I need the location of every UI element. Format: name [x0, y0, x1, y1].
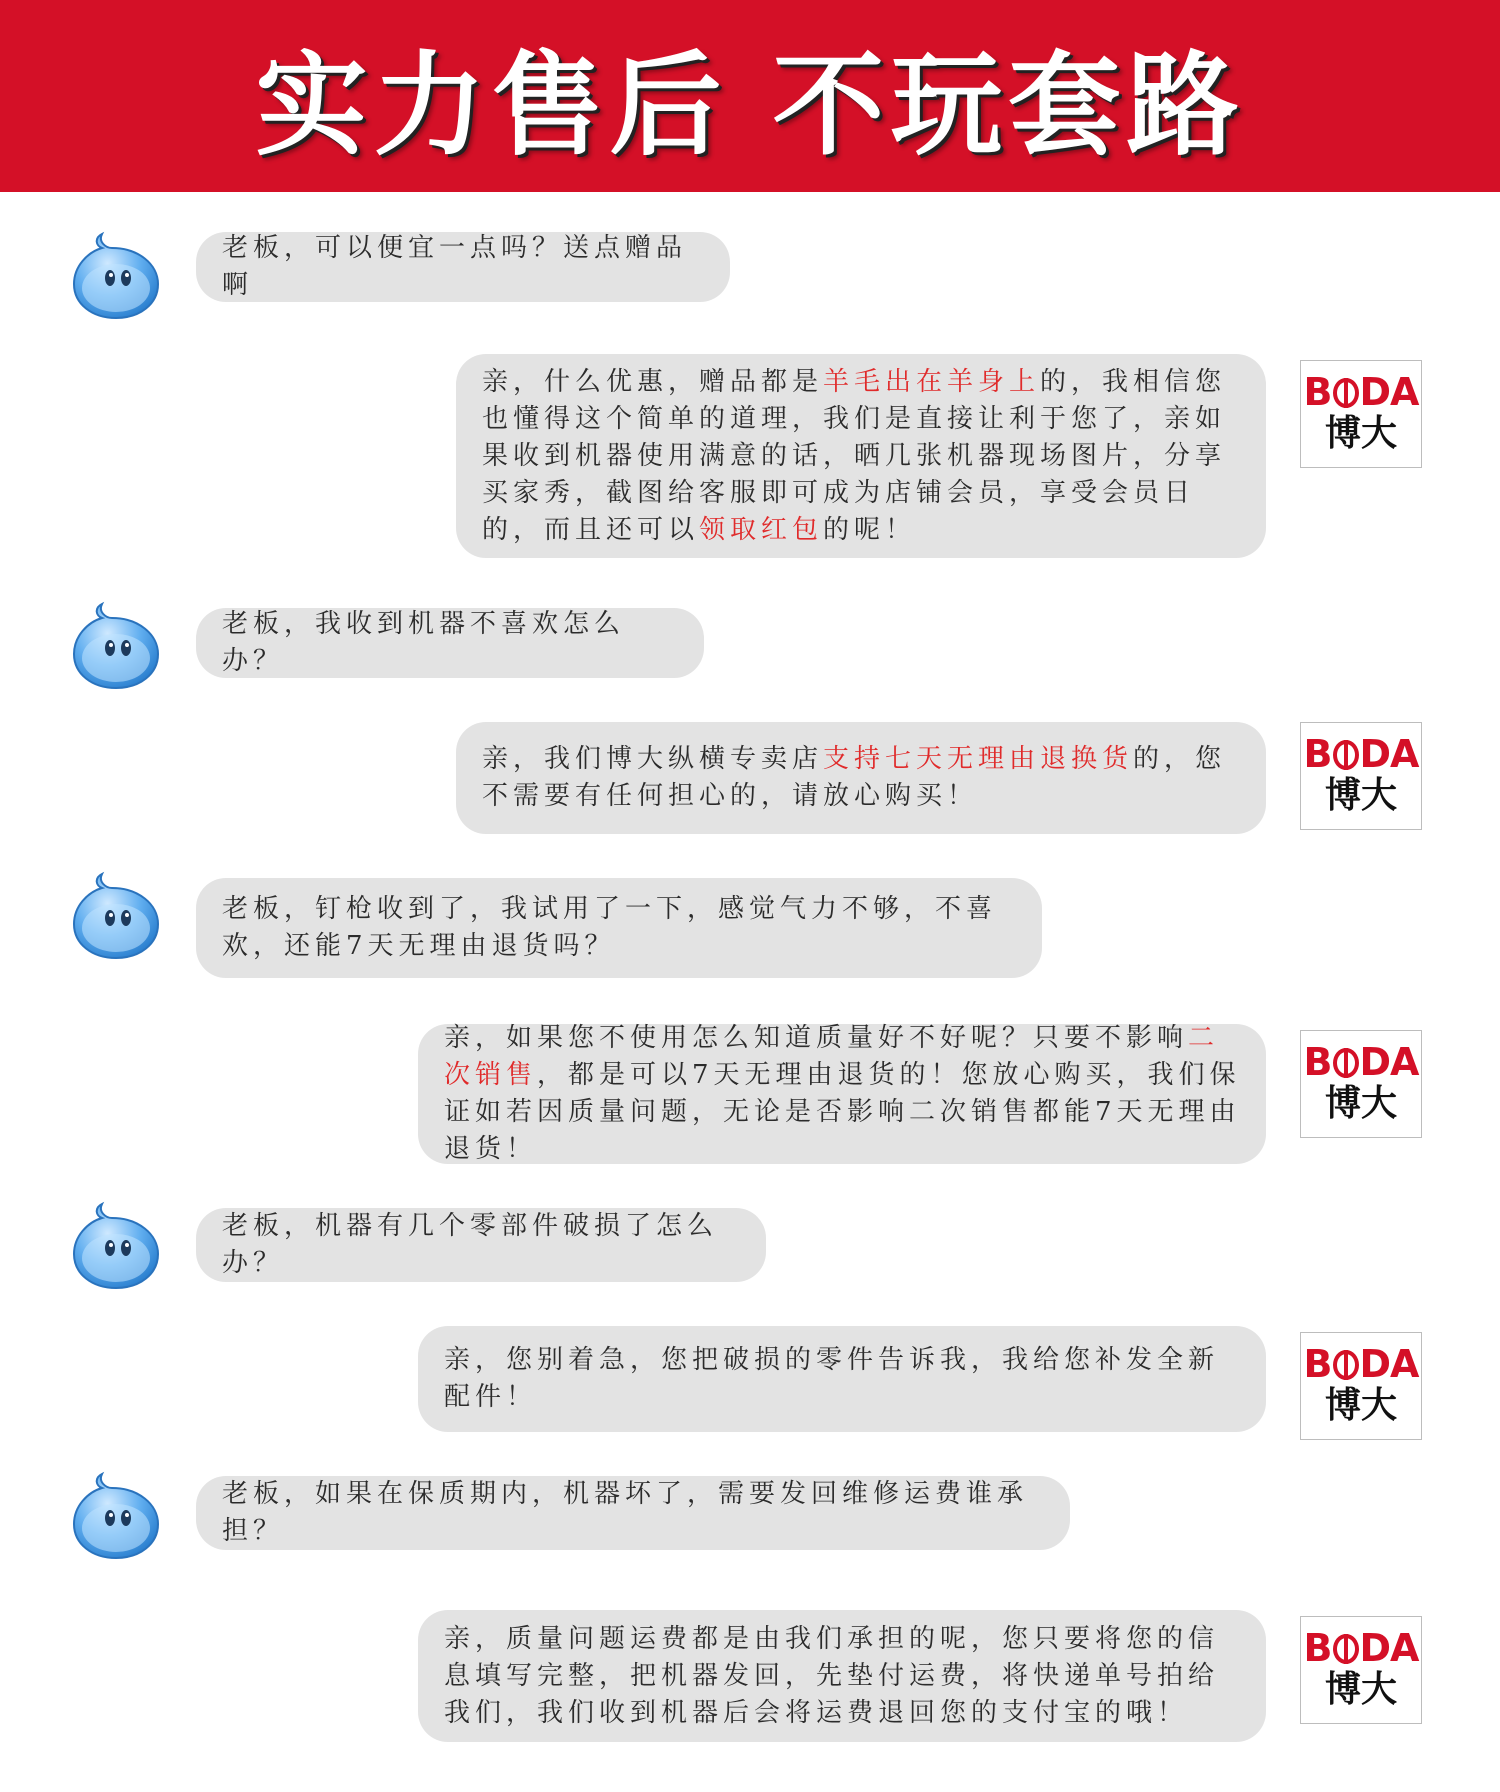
logo-wordmark: B DA: [1303, 1626, 1419, 1670]
text-segment: 的，您不需要有任何担心的，请放心购买！: [482, 744, 1227, 811]
message-text: 老板，钉枪收到了，我试用了一下，感觉气力不够，不喜欢，还能7天无理由退货吗？: [222, 894, 998, 961]
message-text: [482, 741, 1246, 815]
logo-chinese: 博大: [1324, 775, 1397, 816]
boda-logo: [1300, 1030, 1422, 1138]
customer-message-bubble: [196, 1476, 1070, 1550]
highlighted-text: 支持七天无理由退换货: [823, 744, 1134, 774]
text-segment: ，都是可以7天无理由退货的！您放心购买，我们保证如若因质量问题，无论是否影响二次销售都能7天无理由退货！: [444, 1060, 1241, 1164]
text-segment: 亲，我们博大纵横专卖店: [482, 744, 824, 774]
customer-avatar-icon: [68, 1466, 164, 1562]
message-text: 老板，我收到机器不喜欢怎么办？: [222, 609, 626, 676]
logo-o-mark: [1333, 378, 1359, 408]
logo-chinese: 博大: [1324, 413, 1397, 454]
boda-logo: [1300, 1332, 1422, 1440]
logo-wordmark: B DA: [1303, 1040, 1419, 1084]
customer-message-bubble: [196, 232, 730, 302]
customer-avatar-icon: [68, 866, 164, 962]
text-segment: 的呢！: [823, 514, 917, 545]
logo-chinese: 博大: [1324, 1669, 1397, 1710]
text-segment: 亲，什么优惠，赠品都是: [482, 366, 824, 397]
shop-reply-bubble: [418, 1024, 1266, 1164]
message-text: [482, 364, 1246, 549]
shop-reply-bubble: [456, 354, 1266, 558]
shop-reply-bubble: [418, 1610, 1266, 1742]
customer-message-bubble: [196, 1208, 766, 1282]
shop-reply-bubble: [456, 722, 1266, 834]
banner-title: 实力售后 不玩套路: [255, 40, 1245, 171]
boda-logo: [1300, 722, 1422, 830]
message-text: 老板，机器有几个零部件破损了怎么办？: [222, 1211, 719, 1278]
logo-o-mark: [1333, 1048, 1359, 1078]
customer-avatar-icon: [68, 226, 164, 322]
customer-message-bubble: [196, 878, 1042, 978]
message-text: [444, 1342, 1246, 1416]
logo-chinese: 博大: [1324, 1385, 1397, 1426]
boda-logo: [1300, 360, 1422, 468]
message-text: [444, 1020, 1246, 1168]
header-banner: [0, 0, 1500, 192]
logo-wordmark: B DA: [1303, 370, 1419, 414]
highlighted-text: 领取红包: [699, 514, 824, 545]
customer-avatar-icon: [68, 596, 164, 692]
text-segment: 亲，您别着急，您把破损的零件告诉我，我给您补发全新配件！: [444, 1345, 1220, 1412]
logo-o-mark: [1333, 1634, 1359, 1664]
text-segment: 亲，如果您不使用怎么知道质量好不好呢？只要不影响: [444, 1023, 1189, 1053]
logo-chinese: 博大: [1324, 1083, 1397, 1124]
customer-message-bubble: [196, 608, 704, 678]
highlighted-text: 羊毛出在羊身上: [823, 366, 1041, 397]
logo-o-mark: [1333, 1350, 1359, 1380]
shop-reply-bubble: [418, 1326, 1266, 1432]
text-segment: 的，我相信您也懂得这个简单的道理，我们是直接让利于您了，亲如果收到机器使用满意的话，晒几张机器现场图片，分享买家秀，截图给客服即可成为店铺会员，享受会员日的，而且还可以: [482, 366, 1227, 545]
logo-wordmark: B DA: [1303, 732, 1419, 776]
logo-wordmark: B DA: [1303, 1342, 1419, 1386]
message-text: 老板，如果在保质期内，机器坏了，需要发回维修运费谁承担？: [222, 1479, 1029, 1546]
text-segment: 亲，质量问题运费都是由我们承担的呢，您只要将您的信息填写完整，把机器发回，先垫付运费，将快递单号拍给我们，我们收到机器后会将运费退回您的支付宝的哦！: [444, 1623, 1220, 1728]
boda-logo: [1300, 1616, 1422, 1724]
highlighted-text: 二次销售: [444, 1023, 1220, 1090]
customer-avatar-icon: [68, 1196, 164, 1292]
message-text: [444, 1621, 1246, 1732]
message-text: 老板，可以便宜一点吗？送点赠品啊: [222, 233, 688, 300]
logo-o-mark: [1333, 740, 1359, 770]
